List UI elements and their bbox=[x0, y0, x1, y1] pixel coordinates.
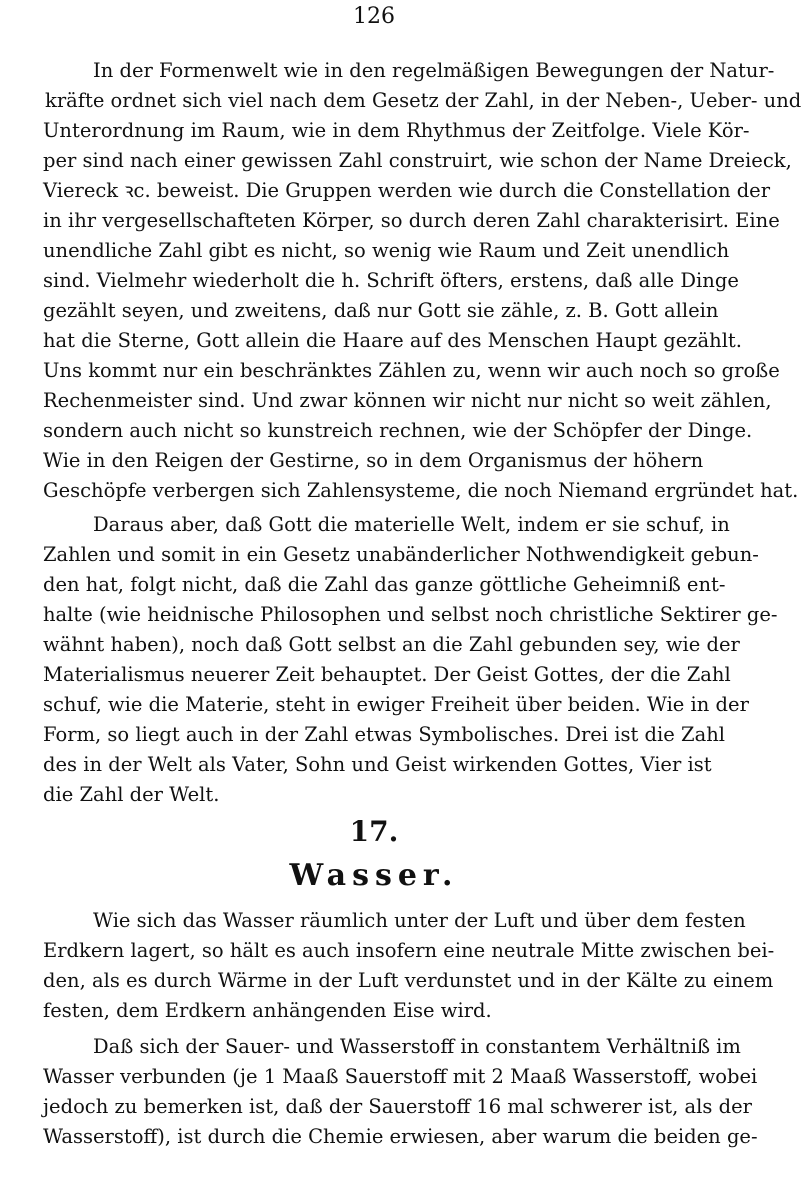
text-line: Daraus aber, daß Gott die materielle Welt, indem er sie schuf, in bbox=[93, 513, 730, 536]
text-line: Materialismus neuerer Zeit behauptet. Der Geist Gottes, der die Zahl bbox=[43, 663, 731, 686]
text-line: Erdkern lagert, so hält es auch insofern eine neutrale Mitte zwischen bei- bbox=[43, 939, 775, 962]
text-line: die Zahl der Welt. bbox=[43, 783, 220, 806]
text-line: per sind nach einer gewissen Zahl construirt, wie schon der Name Dreieck, bbox=[43, 149, 792, 172]
text-line: In der Formenwelt wie in den regelmäßigen Bewegungen der Natur- bbox=[93, 59, 775, 82]
text-line: Wasserstoff), ist durch die Chemie erwiesen, aber warum die beiden ge- bbox=[43, 1125, 758, 1148]
text-line: sind. Vielmehr wiederholt die h. Schrift öfters, erstens, daß alle Dinge bbox=[43, 269, 739, 292]
text-line: Rechenmeister sind. Und zwar können wir nicht nur nicht so weit zählen, bbox=[43, 389, 772, 412]
text-line: Wie in den Reigen der Gestirne, so in dem Organismus der höhern bbox=[43, 449, 704, 472]
text-line: Wie sich das Wasser räumlich unter der Luft und über dem festen bbox=[93, 909, 746, 932]
text-line: Geschöpfe verbergen sich Zahlensysteme, die noch Niemand ergründet hat. bbox=[43, 479, 799, 502]
text-line: Uns kommt nur ein beschränktes Zählen zu, wenn wir auch noch so große bbox=[43, 359, 780, 382]
page-number: 126 bbox=[353, 4, 395, 29]
text-line: den hat, folgt nicht, daß die Zahl das ganze göttliche Geheimniß ent- bbox=[43, 573, 726, 596]
text-line: unendliche Zahl gibt es nicht, so wenig wie Raum und Zeit unendlich bbox=[43, 239, 730, 262]
text-line: jedoch zu bemerken ist, daß der Sauerstoff 16 mal schwerer ist, als der bbox=[43, 1095, 752, 1118]
text-line: Wasser verbunden (je 1 Maaß Sauerstoff mit 2 Maaß Wasserstoff, wobei bbox=[43, 1065, 758, 1088]
text-line: Viereck ꝛc. beweist. Die Gruppen werden wie durch die Constellation der bbox=[43, 179, 771, 202]
text-line: halte (wie heidnische Philosophen und selbst noch christliche Sektirer ge- bbox=[43, 603, 778, 626]
text-line: Unterordnung im Raum, wie in dem Rhythmus der Zeitfolge. Viele Kör- bbox=[43, 119, 750, 142]
text-line: gezählt seyen, und zweitens, daß nur Gott sie zähle, z. B. Gott allein bbox=[43, 299, 719, 322]
text-line: Daß sich der Sauer- und Wasserstoff in constantem Verhältniß im bbox=[93, 1035, 741, 1058]
text-line: in ihr vergesellschafteten Körper, so durch deren Zahl charakterisirt. Eine bbox=[43, 209, 780, 232]
text-line: Form, so liegt auch in der Zahl etwas Symbolisches. Drei ist die Zahl bbox=[43, 723, 725, 746]
section-title: Wasser. bbox=[289, 858, 459, 893]
text-line: Zahlen und somit in ein Gesetz unabänderlicher Nothwendigkeit gebun- bbox=[43, 543, 759, 566]
text-line: hat die Sterne, Gott allein die Haare auf des Menschen Haupt gezählt. bbox=[43, 329, 742, 352]
text-line: des in der Welt als Vater, Sohn und Geist wirkenden Gottes, Vier ist bbox=[43, 753, 712, 776]
text-line: festen, dem Erdkern anhängenden Eise wird. bbox=[43, 999, 492, 1022]
text-line: wähnt haben), noch daß Gott selbst an die Zahl gebunden sey, wie der bbox=[43, 633, 740, 656]
text-line: den, als es durch Wärme in der Luft verdunstet und in der Kälte zu einem bbox=[43, 969, 774, 992]
section-number: 17. bbox=[349, 815, 399, 848]
text-line: sondern auch nicht so kunstreich rechnen, wie der Schöpfer der Dinge. bbox=[43, 419, 753, 442]
text-line: kräfte ordnet sich viel nach dem Gesetz der Zahl, in der Neben-, Ueber- und bbox=[45, 89, 801, 112]
text-line: schuf, wie die Materie, steht in ewiger Freiheit über beiden. Wie in der bbox=[43, 693, 749, 716]
